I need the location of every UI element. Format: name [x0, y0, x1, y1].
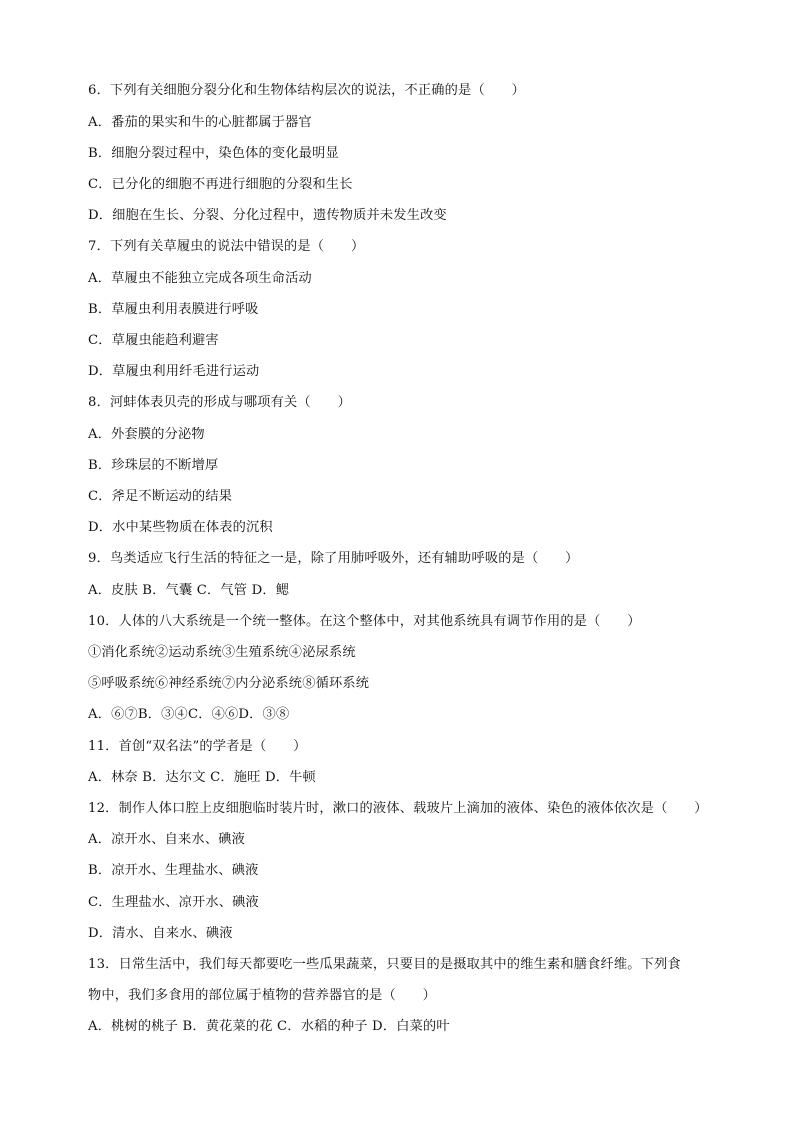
question-13-stem-line-1: 13．日常生活中，我们每天都要吃一些瓜果蔬菜，只要目的是摄取其中的维生素和膳食纤维。下列食 — [88, 957, 681, 972]
question-6-option-c: C．已分化的细胞不再进行细胞的分裂和生长 — [88, 177, 353, 192]
question-12-stem: 12．制作人体口腔上皮细胞临时装片时，漱口的液体、载玻片上滴加的液体、染色的液体依次是（ ） — [88, 801, 708, 816]
question-7-option-a: A．草履虫不能独立完成各项生命活动 — [88, 271, 312, 286]
question-6-stem: 6．下列有关细胞分裂分化和生物体结构层次的说法，不正确的是（ ） — [88, 83, 525, 98]
question-6-option-a: A．番茄的果实和牛的心脏都属于器官 — [88, 115, 312, 130]
question-12-option-d: D．清水、自来水、碘液 — [88, 926, 233, 941]
question-10-list-2: ⑤呼吸系统⑥神经系统⑦内分泌系统⑧循环系统 — [88, 676, 370, 691]
question-10-options: A．⑥⑦B．③④C．④⑥D．③⑧ — [88, 707, 290, 722]
question-11-stem: 11．首创“双名法”的学者是（ ） — [88, 739, 307, 754]
question-10-list-1: ①消化系统②运动系统③生殖系统④泌尿系统 — [88, 645, 356, 660]
question-12-option-a: A．凉开水、自来水、碘液 — [88, 832, 245, 847]
question-8-option-a: A．外套膜的分泌物 — [88, 427, 205, 442]
question-8-option-b: B．珍珠层的不断增厚 — [88, 458, 219, 473]
question-8-stem: 8．河蚌体表贝壳的形成与哪项有关（ ） — [88, 395, 351, 410]
question-7-option-c: C．草履虫能趋利避害 — [88, 333, 219, 348]
question-13-stem-line-2: 物中，我们多食用的部位属于植物的营养器官的是（ ） — [88, 988, 437, 1003]
question-7-stem: 7．下列有关草履虫的说法中错误的是（ ） — [88, 239, 365, 254]
question-8-option-c: C．斧足不断运动的结果 — [88, 489, 233, 504]
question-10-stem: 10．人体的八大系统是一个统一整体。在这个整体中，对其他系统具有调节作用的是（ ） — [88, 614, 641, 629]
question-12-option-c: C．生理盐水、凉开水、碘液 — [88, 895, 259, 910]
question-7-option-b: B．草履虫利用表膜进行呼吸 — [88, 302, 259, 317]
question-8-option-d: D．水中某些物质在体表的沉积 — [88, 520, 273, 535]
question-6-option-d: D．细胞在生长、分裂、分化过程中，遗传物质并未发生改变 — [88, 208, 447, 223]
question-12-option-b: B．凉开水、生理盐水、碘液 — [88, 863, 259, 878]
question-11-options: A．林奈 B．达尔文 C．施旺 D．牛顿 — [88, 770, 316, 785]
question-7-option-d: D．草履虫利用纤毛进行运动 — [88, 364, 260, 379]
question-13-options: A．桃树的桃子 B．黄花菜的花 C．水稻的种子 D．白菜的叶 — [88, 1019, 450, 1034]
question-6-option-b: B．细胞分裂过程中，染色体的变化最明显 — [88, 146, 339, 161]
question-9-options: A．皮肤 B．气囊 C．气管 D．鳃 — [88, 583, 290, 598]
question-9-stem: 9．鸟类适应飞行生活的特征之一是，除了用肺呼吸外，还有辅助呼吸的是（ ） — [88, 551, 579, 566]
